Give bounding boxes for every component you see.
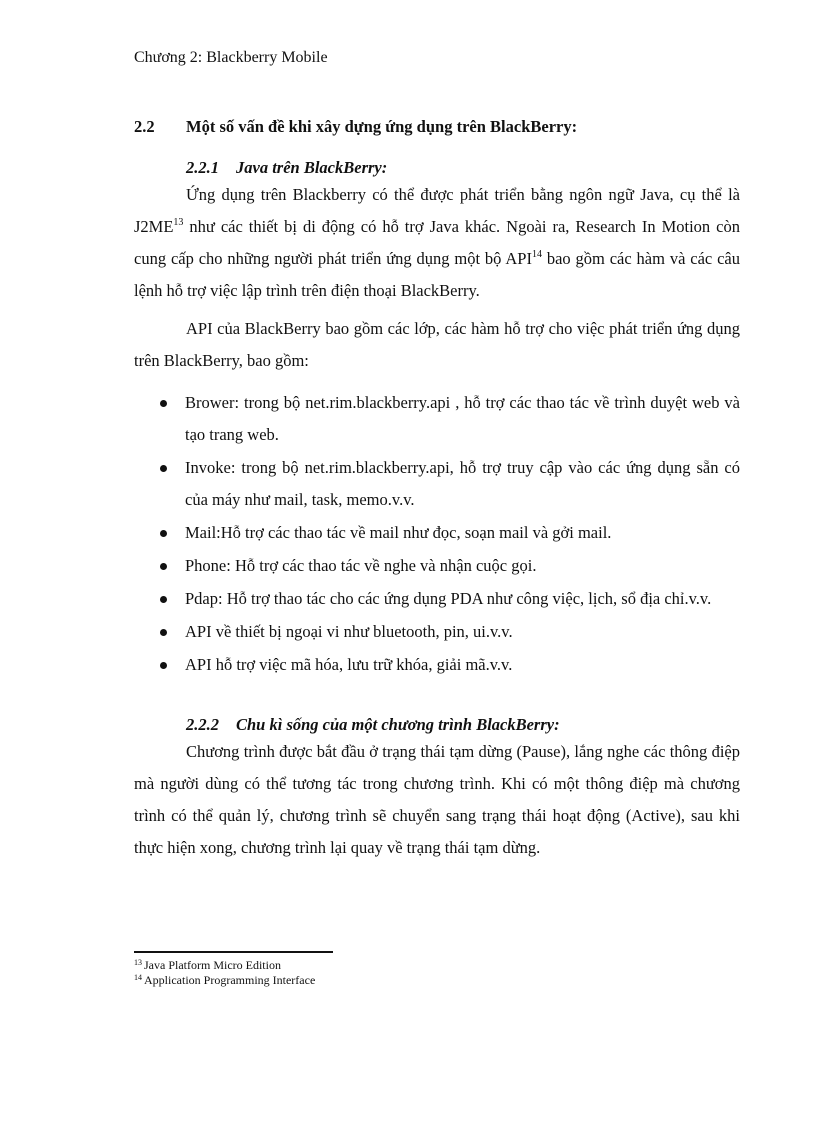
bullet-icon	[160, 465, 167, 472]
footnote-text: Application Programming Interface	[144, 973, 316, 987]
list-item: Phone: Hỗ trợ các thao tác về nghe và nhận cuộc gọi.	[160, 550, 740, 582]
paragraph-text: Ứng dụng trên Blackberry có thể được phát triển bằng ngôn ngữ Java, cụ thể là J2ME	[134, 185, 740, 236]
bullet-icon	[160, 596, 167, 603]
paragraph-text: như các thiết bị di động có hỗ trợ Java khác. Ngoài ra, Research In Motion còn cung cấp cho những người phát triển ứng dụng một bộ API	[134, 217, 740, 268]
api-bullet-list	[160, 387, 740, 682]
footnote-number: 14	[134, 973, 142, 982]
list-item: Brower: trong bộ net.rim.blackberry.api , hỗ trợ các thao tác về trình duyệt web và tạo trang web.	[160, 387, 740, 451]
bullet-icon	[160, 530, 167, 537]
bullet-icon	[160, 563, 167, 570]
footnote-13	[134, 958, 315, 973]
section-number: 2.2	[134, 117, 155, 136]
section-title: Một số vấn đề khi xây dựng ứng dụng trên BlackBerry:	[186, 117, 578, 136]
subsection-heading-lifecycle	[186, 714, 560, 736]
list-item: API về thiết bị ngoại vi như bluetooth, pin, ui.v.v.	[160, 616, 740, 648]
footnote-number: 13	[134, 958, 142, 967]
section-heading	[134, 116, 577, 138]
bullet-icon	[160, 629, 167, 636]
subsection-number: 2.2.1	[186, 158, 219, 177]
footnote-ref-13[interactable]: 13	[173, 217, 184, 228]
bullet-icon	[160, 662, 167, 669]
paragraph-lifecycle: Chương trình được bắt đầu ở trạng thái tạm dừng (Pause), lắng nghe các thông điệp mà người dùng có thể tương tác trong chương trình. Khi có một thông điệp mà chương trình có thể quản lý, chương trình sẽ chuyển sang trạng thái hoạt động (Active), sau khi thực hiện xong, chương trình lại quay về trạng thái tạm dừng.	[134, 742, 740, 857]
footnote-14	[134, 973, 315, 988]
footnote-ref-14[interactable]: 14	[531, 249, 542, 260]
bullet-icon	[160, 400, 167, 407]
footnote-text: Java Platform Micro Edition	[144, 958, 281, 972]
subsection-heading-java	[186, 157, 387, 179]
paragraph-text: bao gồm các hàm và các câu lệnh hỗ trợ việc lập trình trên điện thoại BlackBerry.	[134, 249, 740, 300]
list-item: Invoke: trong bộ net.rim.blackberry.api, hỗ trợ truy cập vào các ứng dụng sẵn có của máy như mail, task, memo.v.v.	[160, 452, 740, 516]
footnotes	[134, 958, 315, 988]
list-item: API hỗ trợ việc mã hóa, lưu trữ khóa, giải mã.v.v.	[160, 649, 740, 681]
paragraph-java-intro	[134, 179, 740, 307]
list-item: Pdap: Hỗ trợ thao tác cho các ứng dụng PDA như công việc, lịch, sổ địa chỉ.v.v.	[160, 583, 740, 615]
chapter-header: Chương 2: Blackberry Mobile	[134, 49, 328, 66]
subsection-title: Chu kì sống của một chương trình BlackBerry:	[236, 715, 560, 734]
paragraph-api-overview: API của BlackBerry bao gồm các lớp, các hàm hỗ trợ cho việc phát triển ứng dụng trên BlackBerry, bao gồm:	[134, 319, 740, 370]
subsection-title: Java trên BlackBerry:	[236, 158, 388, 177]
subsection-number: 2.2.2	[186, 715, 219, 734]
footnote-separator	[134, 951, 333, 953]
list-item: Mail:Hỗ trợ các thao tác về mail như đọc, soạn mail và gởi mail.	[160, 517, 740, 549]
